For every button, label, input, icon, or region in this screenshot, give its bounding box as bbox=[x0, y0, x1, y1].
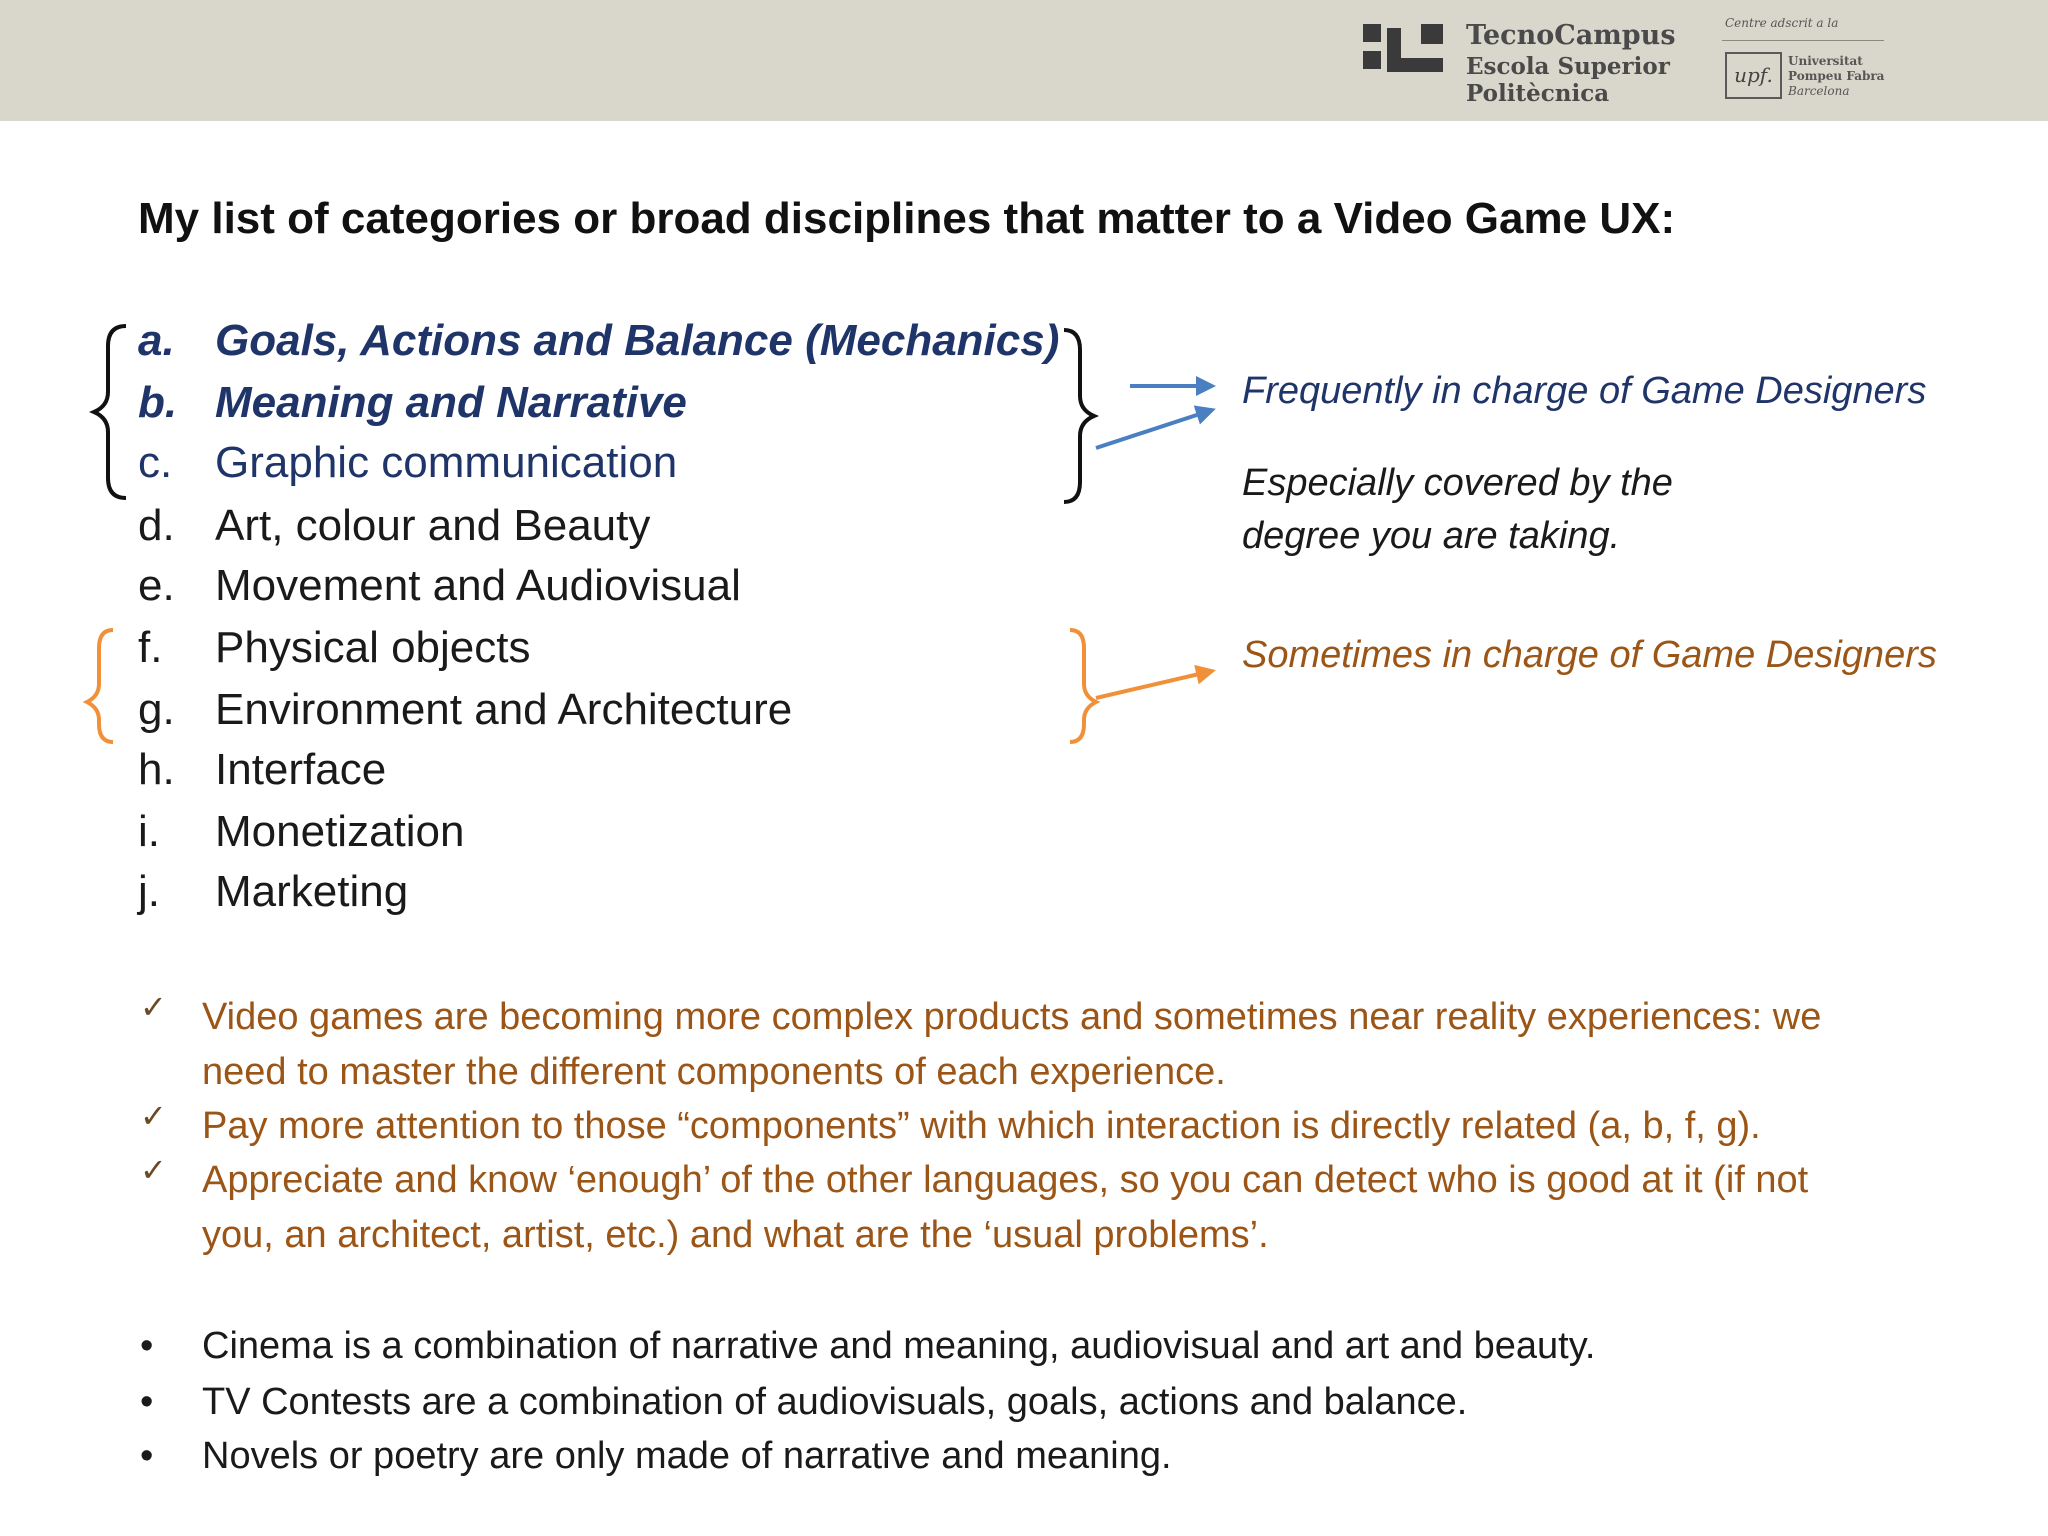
check-text-line: Video games are becoming more complex products and sometimes near reality experiences: we bbox=[202, 996, 1822, 1038]
category-label: Meaning and Narrative bbox=[215, 378, 687, 427]
category-letter: b. bbox=[138, 378, 178, 427]
note-sometimes-game-designers: Sometimes in charge of Game Designers bbox=[1242, 634, 1937, 676]
note-especially-covered: Especially covered by the bbox=[1242, 462, 1673, 504]
category-letter: f. bbox=[138, 623, 163, 672]
slide-title: My list of categories or broad disciplines that matter to a Video Game UX: bbox=[138, 194, 1676, 243]
category-label: Environment and Architecture bbox=[215, 685, 793, 734]
category-label: Movement and Audiovisual bbox=[215, 561, 741, 610]
category-letter: e. bbox=[138, 561, 175, 610]
category-letter: d. bbox=[138, 501, 175, 550]
upf-line-3: Barcelona bbox=[1788, 84, 1850, 98]
right-brace-black bbox=[1064, 330, 1094, 502]
bullet-text: Cinema is a combination of narrative and meaning, audiovisual and art and beauty. bbox=[202, 1325, 1596, 1367]
check-text-line: Appreciate and know ‘enough’ of the other languages, so you can detect who is good at it (if not bbox=[202, 1159, 1809, 1201]
bullet-icon: • bbox=[140, 1325, 154, 1367]
bullet-icon: • bbox=[140, 1381, 154, 1423]
category-label: Interface bbox=[215, 745, 387, 794]
category-letter: g. bbox=[138, 685, 175, 734]
left-brace-orange bbox=[87, 630, 113, 742]
check-text-line: need to master the different components of each experience. bbox=[202, 1051, 1226, 1093]
category-label: Monetization bbox=[215, 807, 465, 856]
category-label: Physical objects bbox=[215, 623, 531, 672]
bullet-icon: • bbox=[140, 1435, 154, 1477]
note-frequently-game-designers: Frequently in charge of Game Designers bbox=[1242, 370, 1927, 412]
upf-line-2: Pompeu Fabra bbox=[1788, 69, 1885, 83]
upf-logo-icon: upf. bbox=[1725, 52, 1782, 99]
check-icon: ✓ bbox=[140, 1151, 167, 1189]
note-degree-taking: degree you are taking. bbox=[1242, 515, 1621, 557]
arrow-up-right-icon bbox=[1096, 410, 1212, 448]
tecnocampus-name: TecnoCampus bbox=[1466, 20, 1676, 51]
category-letter: c. bbox=[138, 438, 173, 487]
bullet-text: TV Contests are a combination of audiovisuals, goals, actions and balance. bbox=[202, 1381, 1468, 1423]
tecnocampus-school: Escola Superior bbox=[1466, 53, 1670, 80]
bullet-text: Novels or poetry are only made of narrative and meaning. bbox=[202, 1435, 1172, 1477]
right-brace-orange bbox=[1070, 630, 1096, 742]
category-label: Marketing bbox=[215, 867, 409, 916]
check-text-line: Pay more attention to those “components” with which interaction is directly related (a, b, f, g). bbox=[202, 1105, 1761, 1147]
category-label: Art, colour and Beauty bbox=[215, 501, 651, 550]
category-letter: j. bbox=[138, 867, 160, 916]
category-letter: i. bbox=[138, 807, 160, 856]
check-icon: ✓ bbox=[140, 1097, 167, 1135]
left-brace-black bbox=[94, 326, 126, 498]
arrow-orange-icon bbox=[1096, 671, 1212, 698]
category-letter: a. bbox=[138, 316, 175, 365]
check-text-line: you, an architect, artist, etc.) and what are the ‘usual problems’. bbox=[202, 1214, 1269, 1256]
category-label: Graphic communication bbox=[215, 438, 678, 487]
check-icon: ✓ bbox=[140, 988, 167, 1026]
category-label: Goals, Actions and Balance (Mechanics) bbox=[215, 316, 1060, 365]
upf-caption: Centre adscrit a la bbox=[1725, 16, 1839, 30]
category-letter: h. bbox=[138, 745, 175, 794]
upf-line-1: Universitat bbox=[1788, 54, 1863, 68]
tecnocampus-polytechnic: Politècnica bbox=[1466, 80, 1610, 107]
